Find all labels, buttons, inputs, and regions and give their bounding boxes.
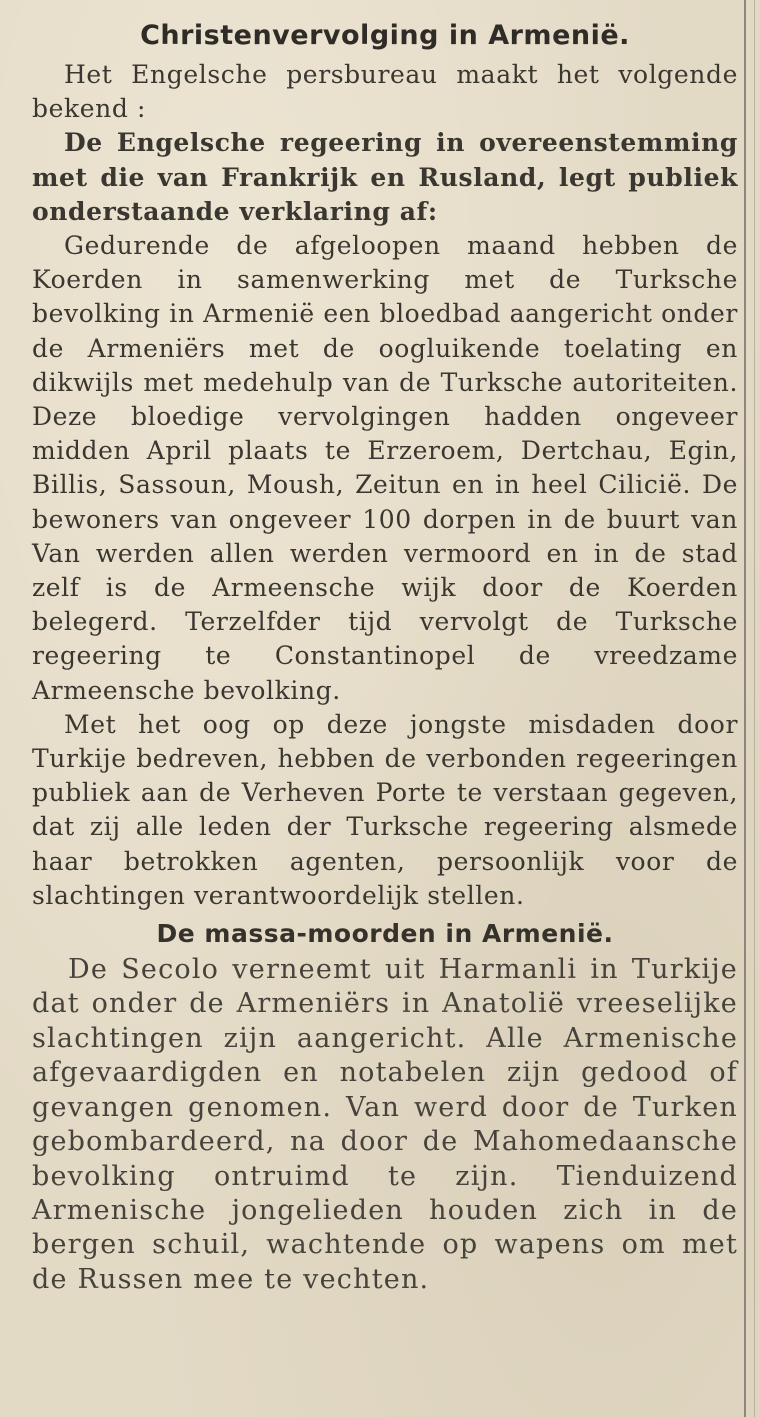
article-column [32, 14, 738, 1297]
second-article-headline: De massa-moorden in Armenië. [156, 919, 614, 949]
second-article-body: De Secolo verneemt uit Harmanli in Turkije dat onder de Armeniërs in Anatolië vreeselijke slachtingen zijn aangericht. Alle Armenische afgevaardigden en notabelen zijn gedood of gevangen genomen. Van werd door de Turken gebombardeerd, na door de Mahomedaansche bevolking ontruimd te zijn. Tienduizend Armenische jongelieden houden zich in de bergen schuil, wachtende op wapens om met de Russen mee te vechten. [32, 954, 738, 1295]
column-divider [744, 0, 746, 1417]
article-statement: De Engelsche regeering in overeenstemming met die van Frankrijk en Rusland, legt publiek onderstaande verklaring af: [32, 128, 738, 226]
article-body-paragraph-2: Met het oog op deze jongste misdaden door Turkije bedreven, hebben de verbonden regeeringen publiek aan de Verheven Porte te verstaan gegeven, dat zij alle leden der Turksche regeering alsmede haar betrokken agenten, persoonlijk voor de slachtingen verantwoordelijk stellen. [32, 709, 738, 910]
article-body-paragraph-1: Gedurende de afgeloopen maand hebben de Koerden in samenwerking met de Turksche bevolking in Armenië een bloedbad aangericht onder de Armeniërs met de oogluikende toelating en dikwijls met medehulp van de Turksche autoriteiten. Deze bloedige vervolgingen hadden ongeveer midden April plaats te Erzeroem, Dertchau, Egin, Billis, Sassoun, Moush, Zeitun en in heel Cilicië. De bewoners van ongeveer 100 dorpen in de buurt van Van werden allen werden vermoord en in de stad zelf is de Armeensche wijk door de Koerden belegerd. Terzelfder tijd vervolgt de Turksche regeering te Constantinopel de vreedzame Armeensche bevolking. [32, 231, 738, 705]
article-headline: Christenvervolging in Armenië. [140, 20, 630, 51]
column-divider-secondary [754, 0, 755, 1417]
article-intro: Het Engelsche persbureau maakt het volgende bekend : [32, 60, 738, 124]
